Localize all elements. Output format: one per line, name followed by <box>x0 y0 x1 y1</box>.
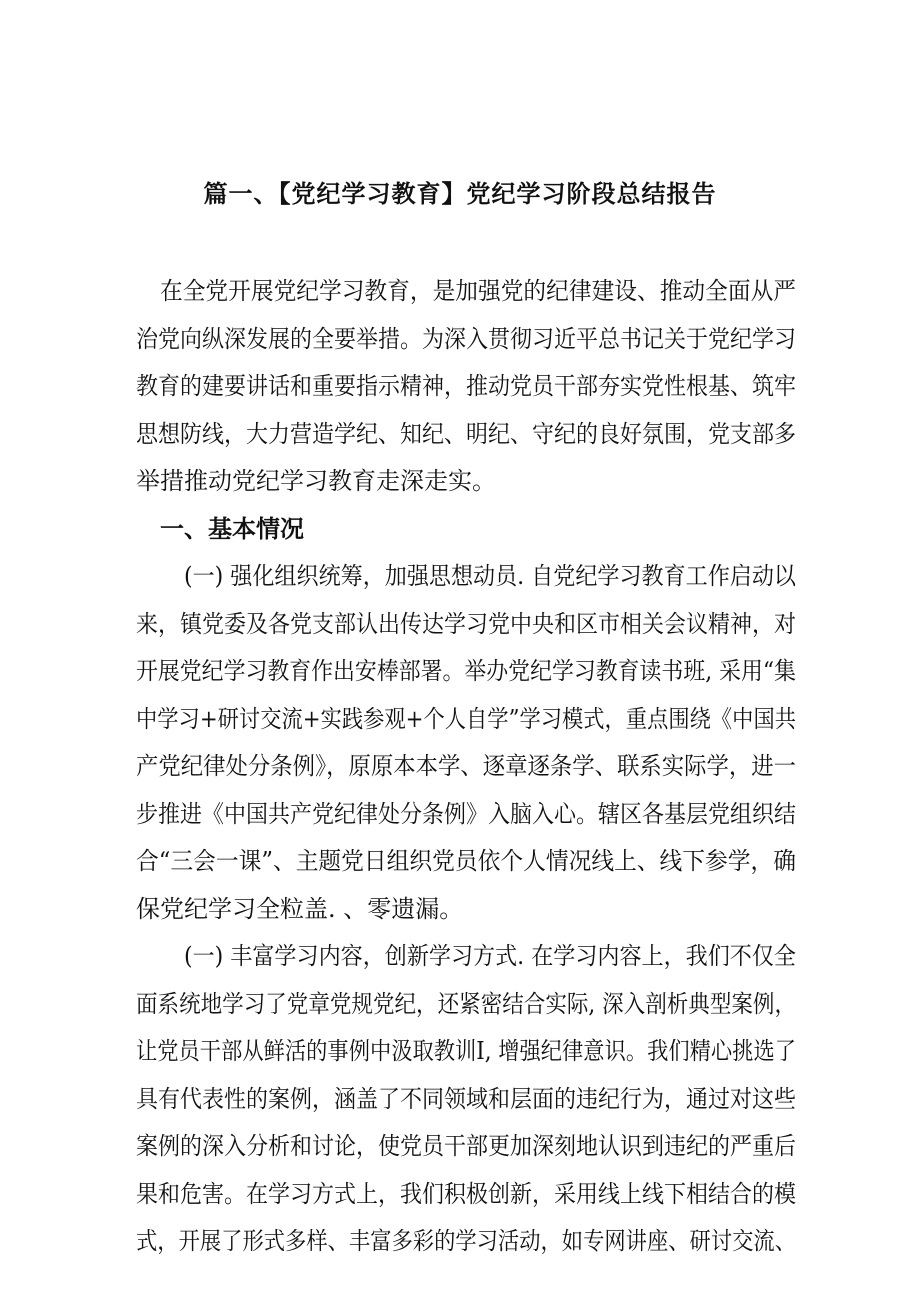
paragraph-line: 治党向纵深发展的全要举措。为深入贯彻习近平总书记关于党纪学习 <box>136 325 796 353</box>
document-title: 篇一、【党纪学习教育】党纪学习阶段总结报告 <box>203 179 717 208</box>
paragraph-line: 具有代表性的案例，涵盖了不同领域和层面的违纪行为，通过对这些 <box>136 1085 796 1113</box>
paragraph-line: (一) 强化组织统筹，加强思想动员. 自党纪学习教育工作启动以 <box>184 562 796 590</box>
section-heading: 一、基本情况 <box>160 514 304 543</box>
paragraph-line: (一) 丰富学习内容，创新学习方式. 在学习内容上，我们不仅全 <box>184 942 796 970</box>
paragraph-line: 在全党开展党纪学习教育，是加强党的纪律建设、推动全面从严 <box>160 277 796 305</box>
paragraph-line: 教育的建要讲话和重要指示精神，推动党员干部夯实党性根基、筑牢 <box>136 372 796 400</box>
paragraph-line: 果和危害。在学习方式上，我们积极创新，采用线上线下相结合的模 <box>136 1180 796 1208</box>
paragraph-line: 案例的深入分析和讨论，使党员干部更加深刻地认识到违纪的严重后 <box>136 1132 796 1160</box>
paragraph-line: 式，开展了形式多样、丰富多彩的学习活动，如专网讲座、研讨交流、 <box>136 1227 796 1255</box>
paragraph-line: 中学习+研讨交流+实践参观+个人自学”学习模式，重点围绕《中国共 <box>136 705 796 733</box>
paragraph-line: 来，镇党委及各党支部认出传达学习党中央和区市相关会议精神，对 <box>136 610 796 638</box>
paragraph-line: 合“三会一课”、主题党日组织党员依个人情况线上、线下参学，确 <box>136 847 796 875</box>
paragraph-line: 让党员干部从鲜活的事例中汲取教训I, 增强纪律意识。我们精心挑选了 <box>136 1037 796 1065</box>
paragraph-line: 步推进《中国共产党纪律处分条例》入脑入心。辖区各基层党组织结 <box>136 800 796 828</box>
paragraph-line: 面系统地学习了党章党规党纪，还紧密结合实际, 深入剖析典型案例， <box>136 990 796 1018</box>
paragraph-line: 产党纪律处分条例》，原原本本学、逐章逐条学、联系实际学，进一 <box>136 752 796 780</box>
paragraph-line: 思想防线，大力营造学纪、知纪、明纪、守纪的良好氛围，党支部多 <box>136 420 796 448</box>
paragraph-line: 举措推动党纪学习教育走深走实。 <box>136 467 496 495</box>
paragraph-line: 开展党纪学习教育作出安棒部署。举办党纪学习教育读书班, 采用“集 <box>136 657 796 685</box>
paragraph-line: 保党纪学习全粒盖. 、零遗漏。 <box>136 895 464 923</box>
